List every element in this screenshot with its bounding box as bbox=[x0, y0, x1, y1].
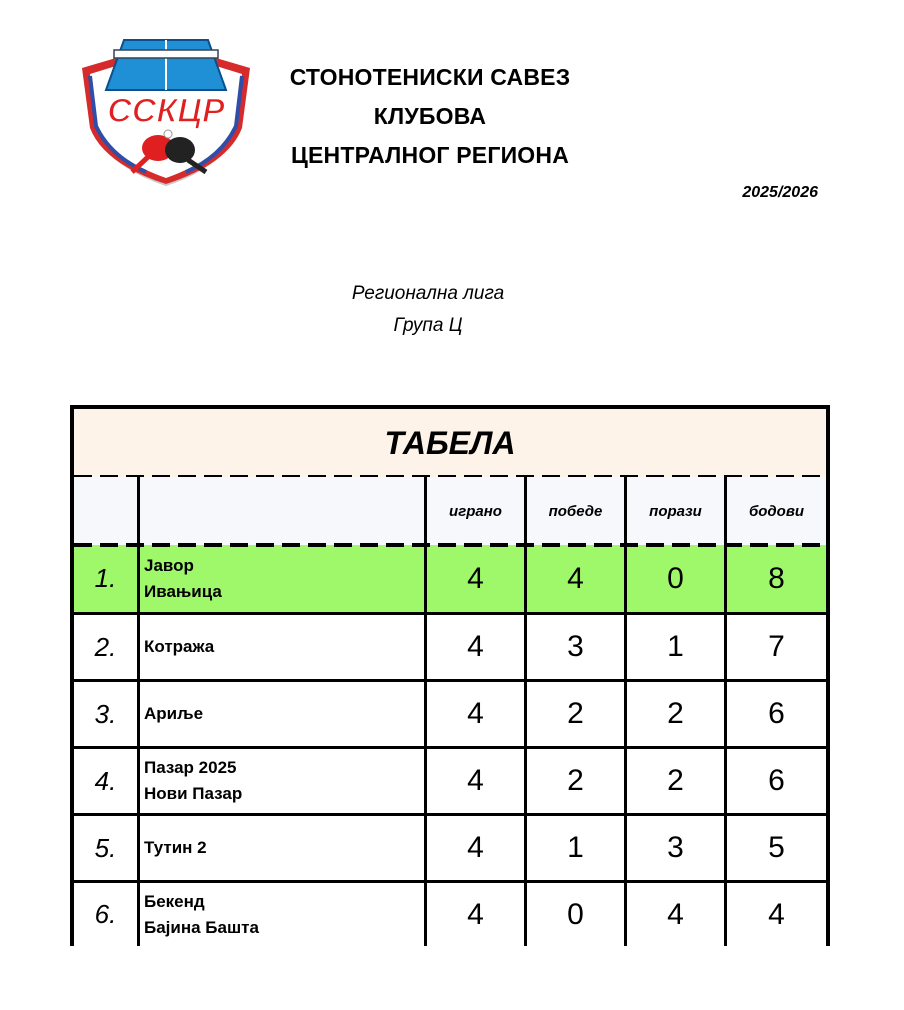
org-line-2: КЛУБОВА bbox=[373, 103, 487, 129]
org-line-3: ЦЕНТРАЛНОГ РЕГИОНА bbox=[290, 142, 570, 168]
played: 4 bbox=[424, 545, 524, 612]
table-tennis-shield-icon bbox=[76, 30, 256, 188]
points: 4 bbox=[724, 883, 826, 946]
won: 2 bbox=[524, 749, 624, 813]
lost: 2 bbox=[624, 682, 724, 746]
points: 7 bbox=[724, 615, 826, 679]
team-name bbox=[137, 883, 424, 946]
played: 4 bbox=[424, 883, 524, 946]
org-line-1: СТОНОТЕНИСКИ САВЕЗ bbox=[289, 64, 571, 90]
played: 4 bbox=[424, 749, 524, 813]
team-name bbox=[137, 545, 424, 612]
team-name-line1: Ариље bbox=[144, 704, 204, 723]
table-title: ТАБЕЛА bbox=[74, 409, 826, 477]
team-name bbox=[137, 749, 424, 813]
won: 3 bbox=[524, 615, 624, 679]
played: 4 bbox=[424, 682, 524, 746]
won: 1 bbox=[524, 816, 624, 880]
team-name-line1: Котража bbox=[144, 637, 215, 656]
points: 5 bbox=[724, 816, 826, 880]
federation-logo bbox=[76, 30, 256, 188]
table-row bbox=[74, 746, 826, 813]
team-name-line1: Јавор bbox=[144, 555, 194, 575]
won: 2 bbox=[524, 682, 624, 746]
rank: 1. bbox=[94, 563, 117, 593]
team-name bbox=[137, 816, 424, 880]
header-won: победе bbox=[524, 477, 624, 545]
lost: 1 bbox=[624, 615, 724, 679]
table-row bbox=[74, 545, 826, 612]
won: 4 bbox=[524, 545, 624, 612]
table-row bbox=[74, 880, 826, 946]
rank: 6. bbox=[94, 899, 117, 929]
team-name-line2: Ивањица bbox=[144, 581, 222, 601]
team-name bbox=[137, 615, 424, 679]
table-header-row bbox=[74, 477, 826, 545]
header-played: играно bbox=[424, 477, 524, 545]
league-heading bbox=[300, 278, 556, 342]
header-team bbox=[137, 477, 424, 545]
rank: 5. bbox=[94, 832, 117, 863]
team-name bbox=[137, 682, 424, 746]
rank: 3. bbox=[94, 698, 117, 729]
header-lost: порази bbox=[624, 477, 724, 545]
dashed-divider bbox=[74, 543, 826, 547]
lost: 3 bbox=[624, 816, 724, 880]
lost: 4 bbox=[624, 883, 724, 946]
points: 8 bbox=[724, 545, 826, 612]
table-row bbox=[74, 813, 826, 880]
table-row bbox=[74, 612, 826, 679]
league-group: Група Ц bbox=[393, 315, 463, 336]
played: 4 bbox=[424, 615, 524, 679]
points: 6 bbox=[724, 682, 826, 746]
won: 0 bbox=[524, 883, 624, 946]
played: 4 bbox=[424, 816, 524, 880]
team-name-line2: Нови Пазар bbox=[144, 784, 243, 803]
rank: 2. bbox=[94, 631, 117, 662]
team-name-line2: Бајина Башта bbox=[144, 917, 259, 937]
team-name-line1: Пазар 2025 bbox=[144, 758, 237, 777]
rank: 4. bbox=[94, 765, 117, 796]
season-label: 2025/2026 bbox=[742, 184, 818, 201]
standings-table bbox=[70, 405, 830, 946]
points: 6 bbox=[724, 749, 826, 813]
league-name: Регионална лига bbox=[351, 283, 505, 304]
organization-title bbox=[260, 58, 600, 175]
table-row bbox=[74, 679, 826, 746]
svg-text:ССКЦР: ССКЦР bbox=[107, 92, 225, 130]
team-name-line1: Бекенд bbox=[144, 891, 205, 911]
lost: 0 bbox=[624, 545, 724, 612]
header-points: бодови bbox=[724, 477, 826, 545]
team-name-line1: Тутин 2 bbox=[144, 838, 207, 857]
lost: 2 bbox=[624, 749, 724, 813]
